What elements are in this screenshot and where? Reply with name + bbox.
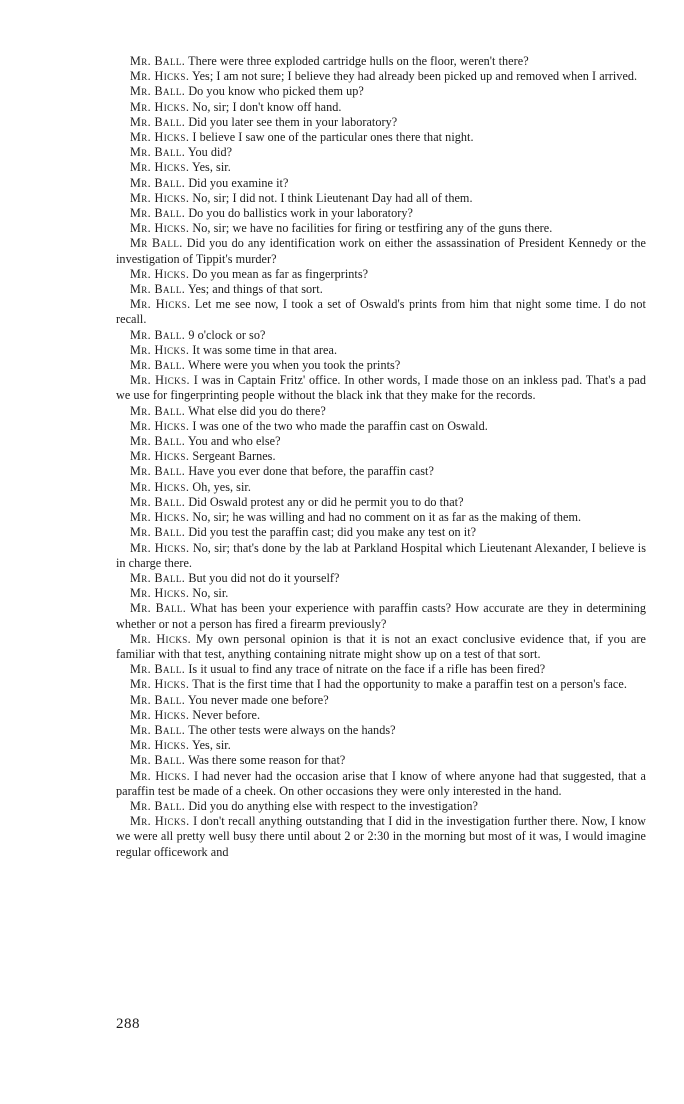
speaker-name: Mr. Hicks. [130, 738, 190, 753]
transcript-paragraph [116, 404, 646, 419]
statement-text: Have you ever done that before, the paraffin cast? [188, 464, 434, 479]
statement-text: Did you test the paraffin cast; did you make any test on it? [188, 525, 477, 540]
statement-text: I was one of the two who made the paraffin cast on Oswald. [192, 418, 488, 433]
statement-text: There were three exploded cartridge hulls on the floor, weren't there? [188, 54, 529, 68]
speaker-name: Mr. Ball. [130, 692, 186, 707]
transcript-paragraph [116, 434, 646, 449]
speaker-name: Mr. Hicks. [130, 99, 190, 114]
speaker-name: Mr. Ball. [130, 464, 186, 479]
transcript-paragraph [116, 343, 646, 358]
speaker-name: Mr. Hicks. [130, 707, 190, 722]
statement-text: My own personal opinion is that it is not an exact conclusive evidence that, if you are familiar with that test, anything containing nitrate might show up on a test of that sort. [116, 631, 646, 661]
speaker-name: Mr. Hicks. [130, 677, 190, 692]
speaker-name: Mr. Hicks. [130, 814, 190, 829]
speaker-name: Mr. Ball. [130, 601, 187, 616]
transcript-paragraph [116, 54, 646, 69]
statement-text: Oh, yes, sir. [192, 479, 251, 494]
transcript-paragraph [116, 69, 646, 84]
speaker-name: Mr. Hicks. [130, 449, 190, 464]
statement-text: Yes, sir. [191, 738, 231, 753]
transcript-paragraph [116, 738, 646, 753]
speaker-name: Mr. Ball. [130, 570, 186, 585]
speaker-name: Mr. Hicks. [130, 373, 190, 388]
speaker-name: Mr. Ball. [130, 282, 186, 297]
speaker-name: Mr. Ball. [130, 358, 186, 373]
transcript-paragraph [116, 236, 646, 266]
transcript-paragraph [116, 769, 646, 799]
transcript-paragraph [116, 510, 646, 525]
statement-text: The other tests were always on the hands? [188, 722, 396, 737]
transcript-paragraph [116, 495, 646, 510]
transcript-paragraph [116, 84, 646, 99]
transcript-paragraph [116, 160, 646, 175]
statement-text: Yes, sir. [191, 160, 231, 175]
statement-text: Where were you when you took the prints? [188, 358, 401, 373]
statement-text: No, sir. [192, 586, 229, 601]
transcript-paragraph [116, 100, 646, 115]
statement-text: Never before. [192, 707, 261, 722]
statement-text: You never made one before? [187, 692, 329, 707]
statement-text: Did you do any identification work on either the assassination of President Kennedy or the investigation of Tippit's murder? [116, 236, 646, 266]
transcript-paragraph [116, 541, 646, 571]
statement-text: No, sir; he was willing and had no comment on it as far as the making of them. [192, 510, 582, 525]
speaker-name: Mr. Hicks. [130, 266, 190, 281]
transcript-paragraph [116, 814, 646, 860]
statement-text: No, sir; I don't know off hand. [192, 99, 342, 114]
transcript-paragraph [116, 419, 646, 434]
speaker-name: Mr. Ball. [130, 434, 186, 449]
transcript-paragraph [116, 191, 646, 206]
speaker-name: Mr. Hicks. [130, 631, 192, 646]
statement-text: I believe I saw one of the particular ones there that night. [192, 130, 474, 145]
statement-text: Did you later see them in your laboratory? [188, 114, 398, 129]
statement-text: I was in Captain Fritz' office. In other words, I made those on an inkless pad. That's a pad we use for fingerprinting people without the black ink that they make for the records. [116, 373, 646, 403]
transcript-paragraph [116, 373, 646, 403]
transcript-paragraph [116, 464, 646, 479]
statement-text: That is the first time that I had the opportunity to make a paraffin test on a person's face. [192, 677, 627, 692]
statement-text: 9 o'clock or so? [188, 327, 266, 342]
statement-text: No, sir; I did not. I think Lieutenant Day had all of them. [192, 190, 473, 205]
statement-text: Yes; I am not sure; I believe they had already been picked up and removed when I arrived. [191, 69, 638, 84]
transcript-paragraph [116, 708, 646, 723]
transcript-paragraph [116, 449, 646, 464]
transcript-paragraph [116, 586, 646, 601]
statement-text: What has been your experience with paraffin casts? How accurate are they in determining whether or not a person has fired a firearm previously? [116, 601, 646, 631]
statement-text: Do you mean as far as fingerprints? [192, 266, 369, 281]
testimony-transcript [116, 54, 646, 860]
transcript-paragraph [116, 328, 646, 343]
speaker-name: Mr. Ball. [130, 525, 186, 540]
transcript-paragraph [116, 145, 646, 160]
transcript-paragraph [116, 206, 646, 221]
transcript-paragraph [116, 115, 646, 130]
speaker-name: Mr. Hicks. [130, 418, 190, 433]
transcript-paragraph [116, 571, 646, 586]
statement-text: Do you do ballistics work in your laboratory? [188, 206, 413, 221]
statement-text: Sergeant Barnes. [192, 449, 276, 464]
speaker-name: Mr. Ball. [130, 114, 186, 129]
statement-text: I don't recall anything outstanding that I did in the investigation further there. Now, I know we were all pretty well busy there until about 2 or 2:30 in the morning but most of it was, I would imagine regular officework and [116, 814, 646, 859]
speaker-name: Mr. Hicks. [130, 160, 190, 175]
speaker-name: Mr. Ball. [130, 494, 186, 509]
statement-text: I had never had the occasion arise that I know of where anyone had that suggested, that a paraffin test be made of a cheek. On other occasions they were only interested in the hand. [116, 768, 646, 798]
speaker-name: Mr. Ball. [130, 54, 186, 68]
page-number: 288 [116, 1016, 140, 1032]
speaker-name: Mr. Hicks. [130, 221, 190, 236]
statement-text: Do you know who picked them up? [188, 84, 364, 99]
transcript-paragraph [116, 632, 646, 662]
speaker-name: Mr. Hicks. [130, 479, 190, 494]
statement-text: No, sir; that's done by the lab at Parkland Hospital which Lieutenant Alexander, I believe is in charge there. [116, 540, 646, 570]
statement-text: Is it usual to find any trace of nitrate on the face if a rifle has been fired? [188, 662, 546, 677]
statement-text: You did? [187, 145, 233, 160]
transcript-paragraph [116, 525, 646, 540]
transcript-paragraph [116, 297, 646, 327]
speaker-name: Mr. Ball. [130, 175, 186, 190]
statement-text: Did Oswald protest any or did he permit you to do that? [188, 494, 464, 509]
transcript-paragraph [116, 693, 646, 708]
transcript-paragraph [116, 130, 646, 145]
speaker-name: Mr. Ball. [130, 403, 186, 418]
speaker-name: Mr. Ball. [130, 327, 186, 342]
transcript-paragraph [116, 723, 646, 738]
transcript-paragraph [116, 282, 646, 297]
speaker-name: Mr. Hicks. [130, 768, 191, 783]
transcript-paragraph [116, 480, 646, 495]
statement-text: Did you do anything else with respect to the investigation? [188, 798, 478, 813]
speaker-name: Mr. Ball. [130, 145, 186, 160]
statement-text: What else did you do there? [188, 403, 326, 418]
speaker-name: Mr. Hicks. [130, 586, 190, 601]
transcript-paragraph [116, 358, 646, 373]
speaker-name: Mr Ball. [130, 236, 183, 251]
transcript-paragraph [116, 221, 646, 236]
transcript-paragraph [116, 267, 646, 282]
transcript-paragraph [116, 753, 646, 768]
speaker-name: Mr. Ball. [130, 662, 186, 677]
statement-text: Let me see now, I took a set of Oswald's prints from him that night some time. I do not recall. [116, 297, 646, 327]
speaker-name: Mr. Ball. [130, 798, 186, 813]
statement-text: But you did not do it yourself? [188, 570, 340, 585]
transcript-paragraph [116, 677, 646, 692]
statement-text: It was some time in that area. [192, 342, 338, 357]
statement-text: Was there some reason for that? [188, 753, 346, 768]
statement-text: Yes; and things of that sort. [187, 282, 323, 297]
statement-text: Did you examine it? [188, 175, 289, 190]
speaker-name: Mr. Hicks. [130, 297, 191, 312]
speaker-name: Mr. Ball. [130, 206, 186, 221]
speaker-name: Mr. Hicks. [130, 540, 190, 555]
transcript-paragraph [116, 176, 646, 191]
speaker-name: Mr. Ball. [130, 753, 186, 768]
speaker-name: Mr. Ball. [130, 722, 186, 737]
speaker-name: Mr. Hicks. [130, 342, 190, 357]
speaker-name: Mr. Hicks. [130, 130, 190, 145]
statement-text: No, sir; we have no facilities for firing or testfiring any of the guns there. [192, 221, 553, 236]
document-page [116, 54, 646, 860]
speaker-name: Mr. Ball. [130, 84, 186, 99]
transcript-paragraph [116, 799, 646, 814]
statement-text: You and who else? [187, 434, 281, 449]
speaker-name: Mr. Hicks. [130, 69, 190, 84]
speaker-name: Mr. Hicks. [130, 190, 190, 205]
transcript-paragraph [116, 601, 646, 631]
transcript-paragraph [116, 662, 646, 677]
speaker-name: Mr. Hicks. [130, 510, 190, 525]
